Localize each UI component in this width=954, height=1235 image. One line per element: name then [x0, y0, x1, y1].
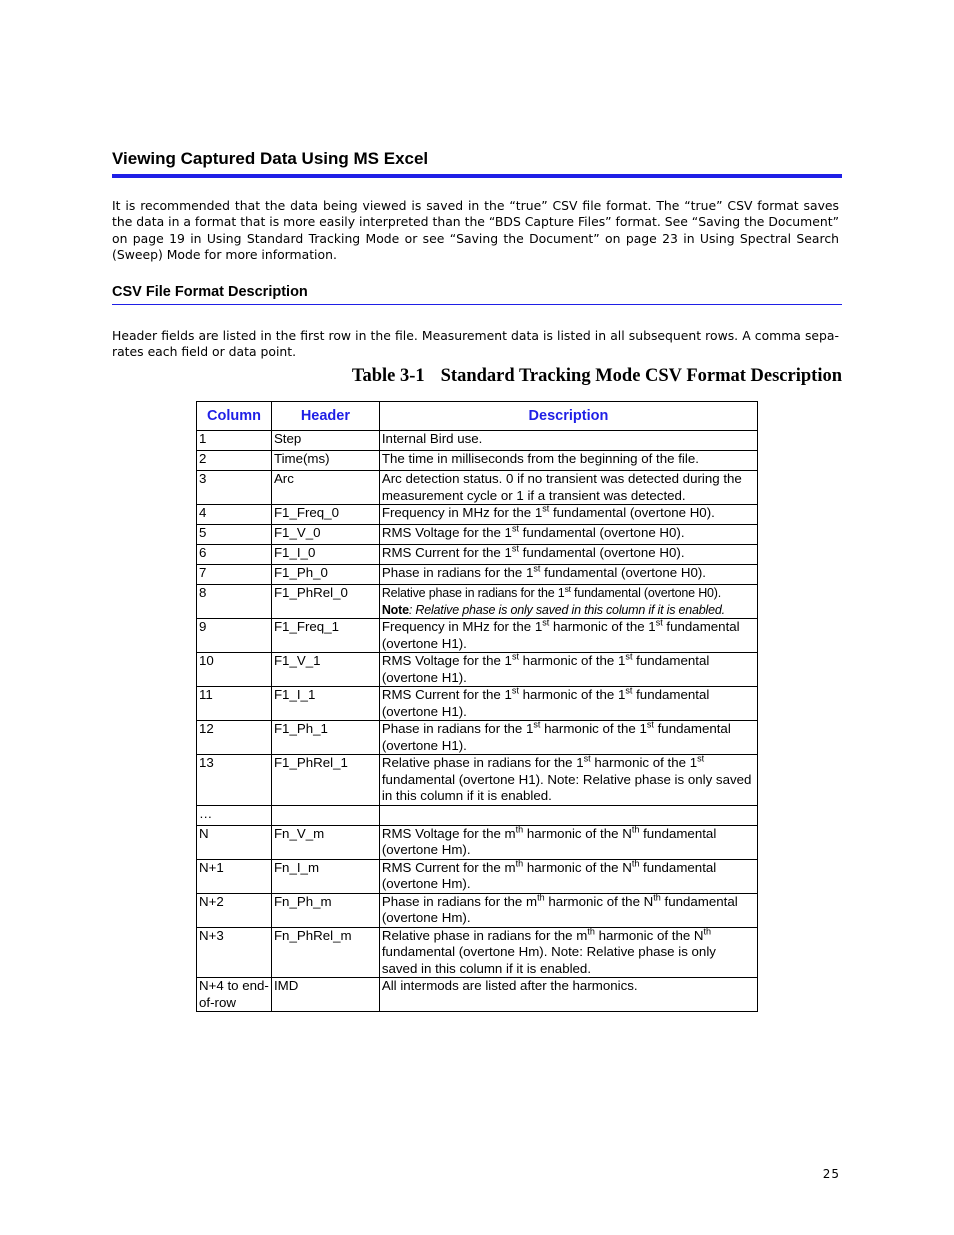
cell-description: RMS Current for the 1st harmonic of the 1st fundamental (overtone H1). — [379, 687, 757, 721]
cell-column: N+1 — [197, 859, 272, 893]
header-header: Header — [271, 402, 379, 431]
cell-description — [379, 585, 757, 619]
table-row — [197, 687, 758, 721]
table-row — [197, 525, 758, 545]
page-number: 25 — [822, 1167, 840, 1181]
cell-header: Fn_PhRel_m — [271, 927, 379, 978]
ordinal-superscript: st — [511, 651, 519, 662]
table-row — [197, 619, 758, 653]
table-row — [197, 451, 758, 471]
table-body — [197, 431, 758, 1012]
csv-description-paragraph: Header fields are listed in the first row in the file. Measurement data is listed in all subsequent rows. A comma sepa-rates each field or data point. — [112, 328, 839, 360]
cell-description: Phase in radians for the 1st fundamental (overtone H0). — [379, 565, 757, 585]
cell-header: IMD — [271, 978, 379, 1012]
cell-column: 1 — [197, 431, 272, 451]
table-row — [197, 893, 758, 927]
ordinal-superscript: st — [697, 753, 705, 764]
cell-description: Relative phase in radians for the $m^{th}$ harmonic of the $N^{th}$ fundamental (overtone Hm). Note: Relative phase is only saved in this column if it is enabled. — [379, 927, 757, 978]
column-header: Column — [197, 402, 272, 431]
ordinal-superscript: st — [625, 651, 633, 662]
table-row — [197, 565, 758, 585]
table-row — [197, 545, 758, 565]
cell-description: RMS Voltage for the 1st harmonic of the 1st fundamental (overtone H1). — [379, 653, 757, 687]
cell-column: N+4 to end-of-row — [197, 978, 272, 1012]
ordinal-superscript: st — [511, 543, 519, 554]
cell-header: F1_I_1 — [271, 687, 379, 721]
cell-column: 7 — [197, 565, 272, 585]
cell-header: F1_Freq_1 — [271, 619, 379, 653]
cell-column: 10 — [197, 653, 272, 687]
cell-header: Fn_Ph_m — [271, 893, 379, 927]
table-caption-title: Standard Tracking Mode CSV Format Description — [440, 366, 842, 386]
ordinal-superscript: th — [537, 892, 545, 903]
note-text: : Relative phase is only saved in this column if it is enabled. — [408, 602, 725, 617]
table-row — [197, 825, 758, 859]
ordinal-superscript: th — [587, 926, 595, 937]
cell-description: RMS Current for the $m^{th}$ harmonic of the $N^{th}$ fundamental (overtone Hm). — [379, 859, 757, 893]
cell-column: N — [197, 825, 272, 859]
cell-description: RMS Voltage for the 1st fundamental (overtone H0). — [379, 525, 757, 545]
description-text: Relative phase in radians for the 1st fundamental (overtone H0). — [381, 583, 722, 600]
ordinal-superscript: st — [564, 583, 571, 594]
cell-description — [379, 805, 757, 825]
cell-header: Fn_V_m — [271, 825, 379, 859]
ordinal-superscript: th — [631, 858, 640, 869]
cell-header: F1_I_0 — [271, 545, 379, 565]
cell-description: Phase in radians for the $m^{th}$ harmonic of the $N^{th}$ fundamental (overtone Hm). — [379, 893, 757, 927]
cell-column: 13 — [197, 755, 272, 806]
cell-column: 6 — [197, 545, 272, 565]
ordinal-superscript: th — [631, 824, 640, 835]
ordinal-superscript: th — [653, 892, 661, 903]
subsection-rule — [112, 304, 842, 305]
cell-header: F1_PhRel_1 — [271, 755, 379, 806]
ordinal-superscript: st — [511, 523, 519, 534]
cell-column: … — [197, 805, 272, 825]
section-title: Viewing Captured Data Using MS Excel — [112, 149, 429, 168]
ordinal-superscript: st — [646, 719, 654, 730]
table-row — [197, 653, 758, 687]
cell-column: 11 — [197, 687, 272, 721]
cell-description: Arc detection status. 0 if no transient was detected during the measurement cycle or 1 if a transient was detected. — [379, 471, 757, 505]
ordinal-superscript: st — [625, 685, 633, 696]
cell-header: F1_PhRel_0 — [271, 585, 379, 619]
note-label: Note — [381, 602, 409, 617]
cell-description: RMS Voltage for the $m^{th}$ harmonic of the $N^{th}$ fundamental (overtone Hm). — [379, 825, 757, 859]
ordinal-superscript: th — [703, 926, 712, 937]
cell-description: Frequency in MHz for the 1st harmonic of the 1st fundamental (overtone H1). — [379, 619, 757, 653]
cell-header: Arc — [271, 471, 379, 505]
cell-header: F1_Ph_1 — [271, 721, 379, 755]
cell-description: Internal Bird use. — [379, 431, 757, 451]
table-caption-number: Table 3-1 — [351, 366, 425, 386]
table-row — [197, 859, 758, 893]
ordinal-superscript: th — [515, 858, 524, 869]
section-rule — [112, 174, 842, 178]
cell-description: Relative phase in radians for the 1st harmonic of the 1st fundamental (overtone H1). Note: Relative phase is only saved in this column if it is enabled. — [379, 755, 757, 806]
table-row — [197, 431, 758, 451]
ordinal-superscript: st — [655, 617, 663, 628]
table-row — [197, 927, 758, 978]
cell-column: 12 — [197, 721, 272, 755]
cell-header: Fn_I_m — [271, 859, 379, 893]
cell-column: N+3 — [197, 927, 272, 978]
intro-paragraph: It is recommended that the data being viewed is saved in the “true” CSV file format. The “true” CSV format saves the data in a format that is more easily interpreted than the “BDS Capture Files” format. See “Saving the Document” on page 19 in Using Standard Tracking Mode or see “Saving the Document” on page 23 in Using Spectral Search (Sweep) Mode for more information. — [112, 198, 839, 263]
cell-header: F1_Freq_0 — [271, 505, 379, 525]
ordinal-superscript: st — [511, 685, 519, 696]
cell-description: Frequency in MHz for the 1st fundamental (overtone H0). — [379, 505, 757, 525]
cell-header: Step — [271, 431, 379, 451]
cell-column: 4 — [197, 505, 272, 525]
ordinal-superscript: st — [583, 753, 591, 764]
table-row — [197, 978, 758, 1012]
table-row — [197, 805, 758, 825]
cell-column: 2 — [197, 451, 272, 471]
table-row — [197, 471, 758, 505]
table-row — [197, 505, 758, 525]
cell-header — [271, 805, 379, 825]
cell-column: 8 — [197, 585, 272, 619]
table-row — [197, 755, 758, 806]
ordinal-superscript: st — [542, 617, 550, 628]
table-row — [197, 721, 758, 755]
cell-description: The time in milliseconds from the beginning of the file. — [379, 451, 757, 471]
csv-format-table — [196, 401, 758, 1012]
cell-column: N+2 — [197, 893, 272, 927]
cell-column: 3 — [197, 471, 272, 505]
cell-header: F1_V_1 — [271, 653, 379, 687]
table-caption — [112, 366, 842, 387]
cell-column: 9 — [197, 619, 272, 653]
table-row — [197, 585, 758, 619]
cell-header: F1_Ph_0 — [271, 565, 379, 585]
cell-description: Phase in radians for the 1st harmonic of the 1st fundamental (overtone H1). — [379, 721, 757, 755]
description-header: Description — [379, 402, 757, 431]
ordinal-superscript: st — [533, 563, 541, 574]
ordinal-superscript: st — [542, 503, 550, 514]
cell-description: All intermods are listed after the harmonics. — [379, 978, 757, 1012]
ordinal-superscript: st — [533, 719, 541, 730]
cell-column: 5 — [197, 525, 272, 545]
subsection-title: CSV File Format Description — [112, 284, 308, 300]
table-header-row — [197, 402, 758, 431]
cell-description: RMS Current for the 1st fundamental (overtone H0). — [379, 545, 757, 565]
ordinal-superscript: th — [515, 824, 524, 835]
cell-header: F1_V_0 — [271, 525, 379, 545]
cell-header: Time(ms) — [271, 451, 379, 471]
